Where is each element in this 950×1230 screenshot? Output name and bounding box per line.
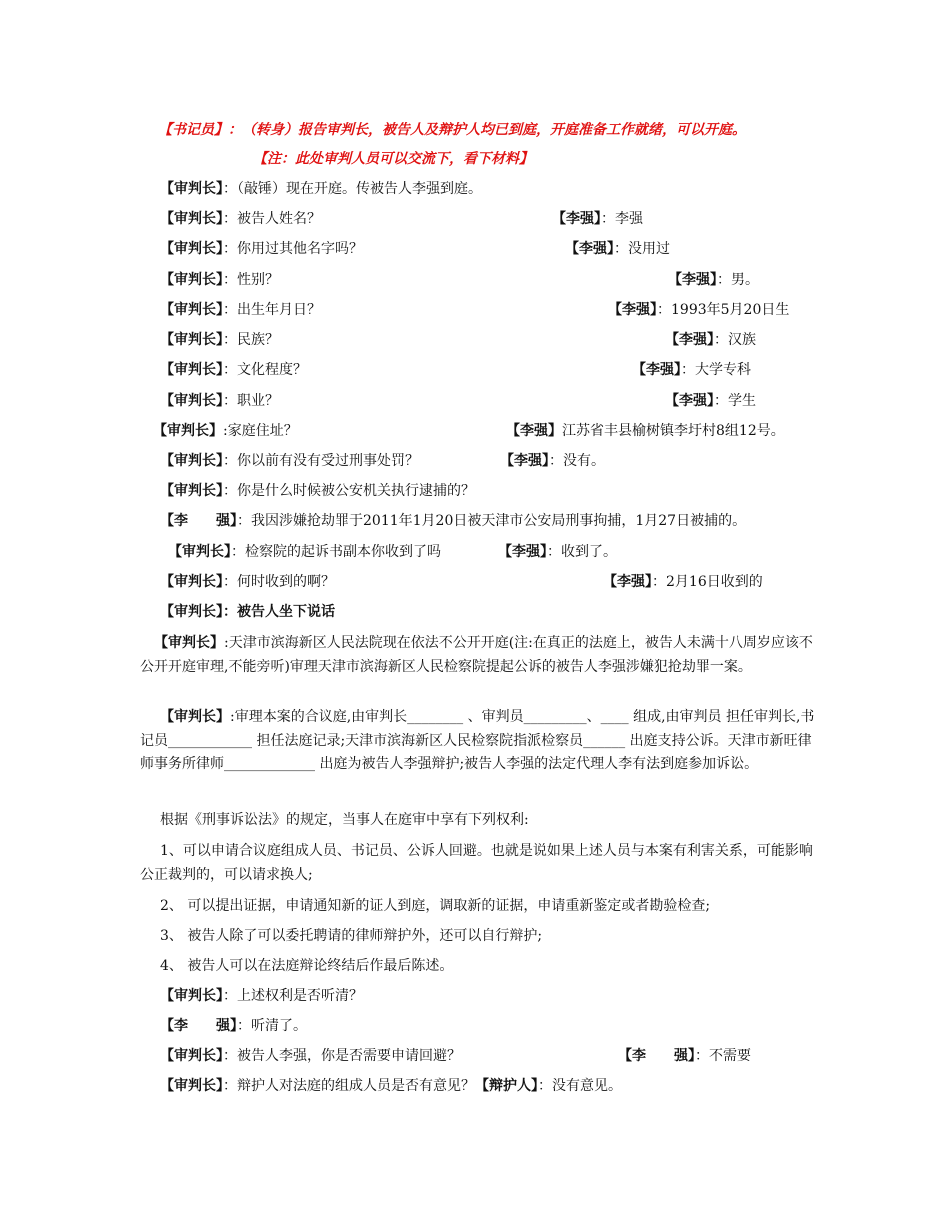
utterance: ：汉族 xyxy=(714,332,756,348)
utterance: ：辩护人对法庭的组成人员是否有意见？ xyxy=(223,1078,475,1094)
dialogue-line xyxy=(160,360,800,380)
speaker-label: 【审判长】 xyxy=(160,241,223,257)
panel-paragraph xyxy=(140,706,815,777)
utterance: ：听清了。 xyxy=(237,1018,307,1034)
dialogue-line xyxy=(160,451,800,471)
right-item-1: 1、可以申请合议庭组成人员、书记员、公诉人回避。也就是说如果上述人员与本案有利害关系，可能影响公正裁判的，可以请求换人; xyxy=(140,843,813,883)
utterance: 江苏省丰县榆树镇李圩村8组12号。 xyxy=(562,423,785,439)
utterance: ：我因涉嫌抢劫罪于2011年1月20日被天津市公安局刑事拘捕，1月27日被捕的。 xyxy=(237,513,747,529)
speaker-label: 【李强】 xyxy=(632,362,681,378)
speaker-label: 【审判长】 xyxy=(160,211,223,227)
utterance: ：被告人坐下说话 xyxy=(223,604,335,620)
dialogue-line xyxy=(168,542,808,562)
utterance: ：出生年月日？ xyxy=(223,302,321,318)
utterance: ：被告人李强，你是否需要申请回避？ xyxy=(223,1048,461,1064)
dialogue-line xyxy=(160,209,800,229)
utterance: ：何时收到的啊？ xyxy=(223,574,335,590)
speaker-label: 【审判长】 xyxy=(160,709,230,725)
speaker-label: 【审判长】 xyxy=(160,574,223,590)
utterance: ：1993年5月20日生 xyxy=(657,302,790,318)
dialogue-line xyxy=(160,481,475,501)
dialogue-line xyxy=(160,1046,800,1066)
utterance: ：男。 xyxy=(717,272,759,288)
reply xyxy=(632,360,751,380)
dialogue-line xyxy=(160,986,363,1006)
speaker-label: 【审判长】 xyxy=(160,302,223,318)
utterance: ：收到了。 xyxy=(547,544,617,560)
speaker-label: 【李强】 xyxy=(565,241,614,257)
reply xyxy=(552,209,643,229)
speaker-label: 【李强】 xyxy=(500,453,549,469)
speaker-label: 【审判长】 xyxy=(160,1078,223,1094)
utterance: ：（敲锤）现在开庭。传被告人李强到庭。 xyxy=(223,181,482,197)
utterance: :家庭住址？ xyxy=(223,423,298,439)
rights-intro: 根据《刑事诉讼法》的规定，当事人在庭审中享有下列权利: xyxy=(160,812,529,828)
dialogue-line xyxy=(160,300,820,320)
dialogue-line xyxy=(160,572,810,592)
speaker-label: 【审判长】 xyxy=(160,604,223,620)
reply xyxy=(506,421,785,441)
speaker-label: 【李 强】 xyxy=(160,1018,237,1034)
speaker-label: 【审判长】 xyxy=(160,181,223,197)
speaker-label: 【李强】 xyxy=(552,211,601,227)
dialogue-line xyxy=(160,1016,307,1036)
dialogue-line xyxy=(153,421,818,441)
utterance: ：你是什么时候被公安机关执行逮捕的？ xyxy=(223,483,475,499)
right-item-4: 4、 被告人可以在法庭辩论终结后作最后陈述。 xyxy=(160,958,454,974)
utterance: ：学生 xyxy=(714,393,756,409)
speaker-label: 【审判长】 xyxy=(160,1048,223,1064)
speaker-label: 【李强】 xyxy=(665,332,714,348)
dialogue-line xyxy=(160,391,800,411)
utterance: ：不需要 xyxy=(695,1048,751,1064)
reply xyxy=(665,330,756,350)
right-item-2: 2、 可以提出证据，申请通知新的证人到庭，调取新的证据，申请重新鉴定或者勘验检查; xyxy=(160,898,711,914)
reply xyxy=(603,572,763,592)
reply xyxy=(618,1046,751,1066)
speaker-label: 【李强】 xyxy=(498,544,547,560)
reply xyxy=(668,270,759,290)
utterance: ：性别？ xyxy=(223,272,279,288)
speaker-label: 【审判长】 xyxy=(160,332,223,348)
speaker-label: 【审判长】 xyxy=(168,544,231,560)
speaker-label: 【李 强】 xyxy=(618,1048,695,1064)
speaker-label: 【审判长】 xyxy=(154,635,224,651)
opening-paragraph xyxy=(140,632,815,679)
speaker-label: 【辩护人】 xyxy=(475,1078,538,1094)
clerk-line: 【书记员】：（转身）报告审判长，被告人及辩护人均已到庭，开庭准备工作就绪，可以开庭。 xyxy=(158,122,746,138)
dialogue-line xyxy=(160,270,800,290)
right-item-3: 3、 被告人除了可以委托聘请的律师辩护外，还可以自行辩护; xyxy=(160,928,543,944)
reply xyxy=(498,542,617,562)
utterance: ：你以前有没有受过刑事处罚？ xyxy=(223,453,419,469)
speaker-label: 【李强】 xyxy=(608,302,657,318)
speaker-label: 【审判长】 xyxy=(160,453,223,469)
utterance: ：没有意见。 xyxy=(538,1078,622,1094)
dialogue-line xyxy=(160,179,482,199)
utterance: ：李强 xyxy=(601,211,643,227)
reply xyxy=(608,300,789,320)
dialogue-line xyxy=(160,239,800,259)
speaker-label: 【李强】 xyxy=(665,393,714,409)
utterance: ：2月16日收到的 xyxy=(652,574,763,590)
dialogue-line xyxy=(160,330,800,350)
speaker-label: 【李强】 xyxy=(506,423,562,439)
speaker-label: 【审判长】 xyxy=(153,423,223,439)
speaker-label: 【审判长】 xyxy=(160,362,223,378)
utterance: ：没用过 xyxy=(614,241,670,257)
reply xyxy=(500,451,605,471)
utterance: ：你用过其他名字吗？ xyxy=(223,241,363,257)
note-line: 【注：此处审判人员可以交流下，看下材料】 xyxy=(253,151,533,167)
speaker-label: 【审判长】 xyxy=(160,393,223,409)
speaker-label: 【审判长】 xyxy=(160,483,223,499)
dialogue-line xyxy=(160,1076,622,1096)
speaker-label: 【审判长】 xyxy=(160,988,223,1004)
reply xyxy=(665,391,756,411)
utterance: ：被告人姓名？ xyxy=(223,211,321,227)
utterance: ：大学专科 xyxy=(681,362,751,378)
reply xyxy=(565,239,670,259)
speaker-label: 【李 强】 xyxy=(160,513,237,529)
speaker-label: 【李强】 xyxy=(668,272,717,288)
utterance: ：上述权利是否听清？ xyxy=(223,988,363,1004)
utterance: ：民族？ xyxy=(223,332,279,348)
dialogue-line xyxy=(160,511,746,531)
paragraph-text: :天津市滨海新区人民法院现在依法不公开开庭(注:在真正的法庭上，被告人未满十八周岁应该不公开开庭审理,不能旁听)审理天津市滨海新区人民检察院提起公诉的被告人李强涉嫌犯抢劫罪一案。 xyxy=(140,635,813,675)
utterance: ：没有。 xyxy=(549,453,605,469)
dialogue-line xyxy=(160,602,335,622)
utterance: ：检察院的起诉书副本你收到了吗 xyxy=(231,544,441,560)
speaker-label: 【审判长】 xyxy=(160,272,223,288)
utterance: ：文化程度？ xyxy=(223,362,307,378)
utterance: ：职业？ xyxy=(223,393,279,409)
paragraph-text: :审理本案的合议庭,由审判长________ 、审判员_________、____ 组成,由审判员 担任审判长,书记员____________ 担任法庭记录;天津市滨海新区人民检察院指派检察员______ 出庭支持公诉。天津市新旺律师事务所律师_____________ 出庭为被告人李强辩护;被告人李强的法定代理人李有法到庭参加诉讼。 xyxy=(140,709,815,772)
speaker-label: 【李强】 xyxy=(603,574,652,590)
